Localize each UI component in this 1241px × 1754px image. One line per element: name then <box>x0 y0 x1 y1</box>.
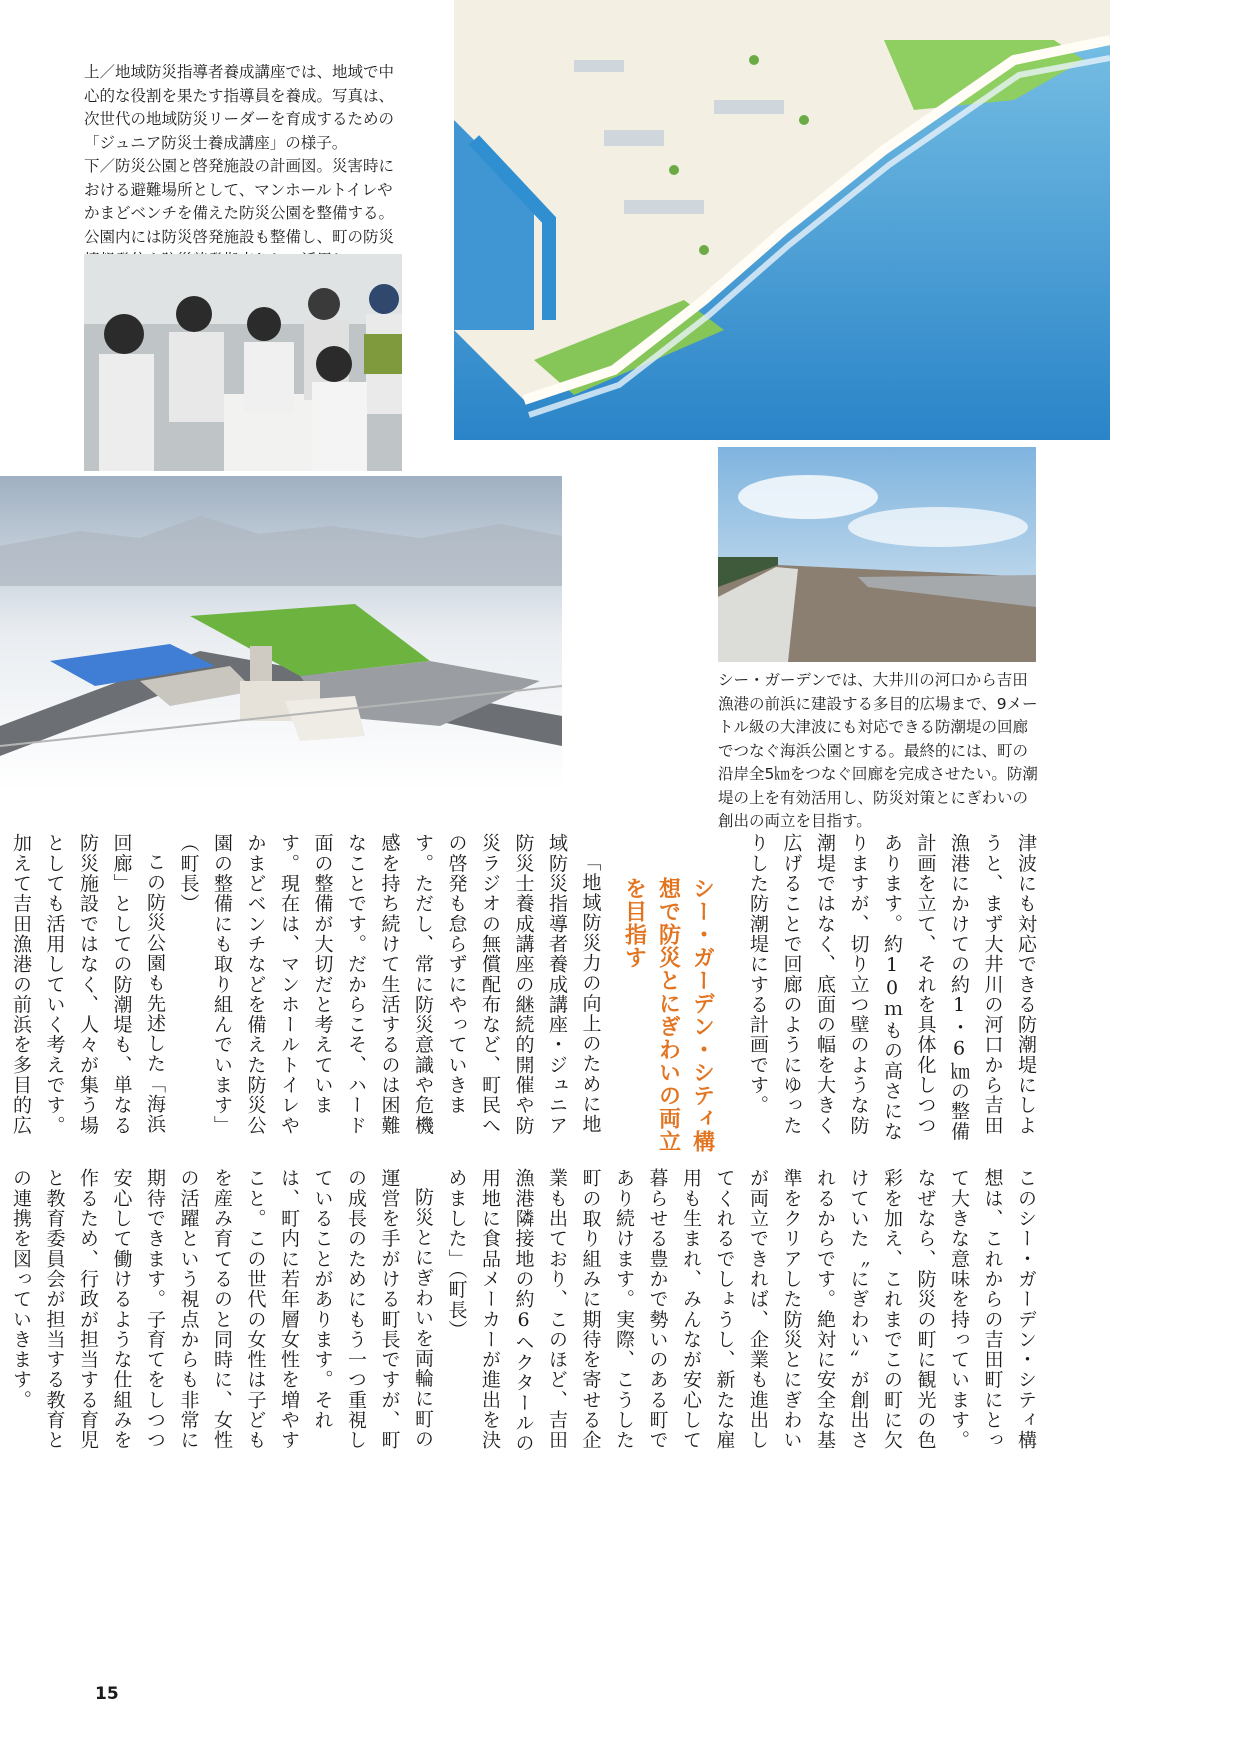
section-heading: シー・ガーデン・シティ構想で防災とにぎわいの両立を目指す <box>621 877 715 1153</box>
article-paragraph-4: このシー・ガーデン・シティ構想は、これからの吉田町にとって大きな意味を持っています。なぜなら、防災の町に観光の色彩を加え、これまでこの町に欠けていた〝にぎわい〟が創出されるからです。絶対に安全な基準をクリアした防災とにぎわいが両立できれば、企業も進出してくれるでしょうし、新たな雇用も生まれ、みんなが安心して暮らせる豊かで勢いのある町であり続けます。実際、こうした町の取り組みに期待を寄せる企業も出ており、このほど、吉田漁港隣接地の約6ヘクタールの用地に食品メーカーが進出を決めました」（町長） <box>445 1168 1037 1454</box>
seawall-photo <box>718 447 1036 662</box>
photo-caption-seawall <box>718 669 1038 834</box>
article-upper-block <box>10 833 1042 1153</box>
workshop-photo <box>84 254 402 471</box>
caption-seawall-text: シー・ガーデンでは、大井川の河口から吉田漁港の前浜に建設する多目的広場まで、9メートル級の大津波にも対応できる防潮堤の回廊でつなぐ海浜公園とする。最終的には、町の沿岸全5㎞をつなぐ回廊を完成させたい。防潮堤の上を有効活用し、防災対策とにぎわいの創出の両立を目指す。 <box>718 671 1038 830</box>
article-lower-block <box>10 1168 1042 1468</box>
article-paragraph-6 <box>0 1168 4 1468</box>
article-paragraph-2: 「地域防災力の向上のために地域防災指導者養成講座・ジュニア防災士養成講座の継続的開催や防災ラジオの無償配布など、町民への啓発も怠らずにやっていきます。ただし、常に防災意識や危機感を持ち続けて生活するのは困難なことです。だからこそ、ハード面の整備が大切だと考えています。現在は、マンホールトイレやかまどベンチなどを備えた防災公園の整備にも取り組んでいます」（町長） <box>177 833 602 1136</box>
caption-workshop: 上／地域防災指導者養成講座では、地域で中心的な役割を果たす指導員を養成。写真は、次世代の地域防災リーダーを育成するための「ジュニア防災士養成講座」の様子。 <box>84 63 395 152</box>
article-paragraph-1: 津波にも対応できる防潮堤にしようと、まず大井川の河口から吉田漁港にかけての約1・6㎞の整備計画を立て、それを具体化しつつあります。約10ｍもの高さになりますが、切り立つ壁のような防潮堤ではなく、底面の幅を大きく広げることで回廊のようにゆったりした防潮堤にする計画です。 <box>747 833 1037 1142</box>
page-number: 15 <box>95 1684 119 1704</box>
coastal-plan-illustration <box>454 0 1110 440</box>
article-paragraph-5: 防災とにぎわいを両輪に町の運営を手がける町長ですが、町の成長のためにもう一つ重視していることがあります。それは、町内に若年層女性を増やすこと。この世代の女性は子どもを産み育てるのと同時に、女性の活躍という視点からも非常に期待できます。子育てをしつつ安心して働けるような仕組みを作るため、行政が担当する育児と教育委員会が担当する教育との連携を図っていきます。 <box>10 1168 434 1451</box>
caption-park-plan: 下／防災公園と啓発施設の計画図。災害時における避難場所として、マンホールトイレやかまどベンチを備えた防災公園を整備する。公園内には防災啓発施設も整備し、町の防災 <box>84 157 395 246</box>
disaster-park-rendering <box>0 476 562 790</box>
article-paragraph-3: この防災公園も先述した「海浜回廊」としての防潮堤も、単なる防災施設ではなく、人々が集う場としても活用していく考えです。加えて吉田漁港の前浜を多目的広 <box>10 833 166 1136</box>
